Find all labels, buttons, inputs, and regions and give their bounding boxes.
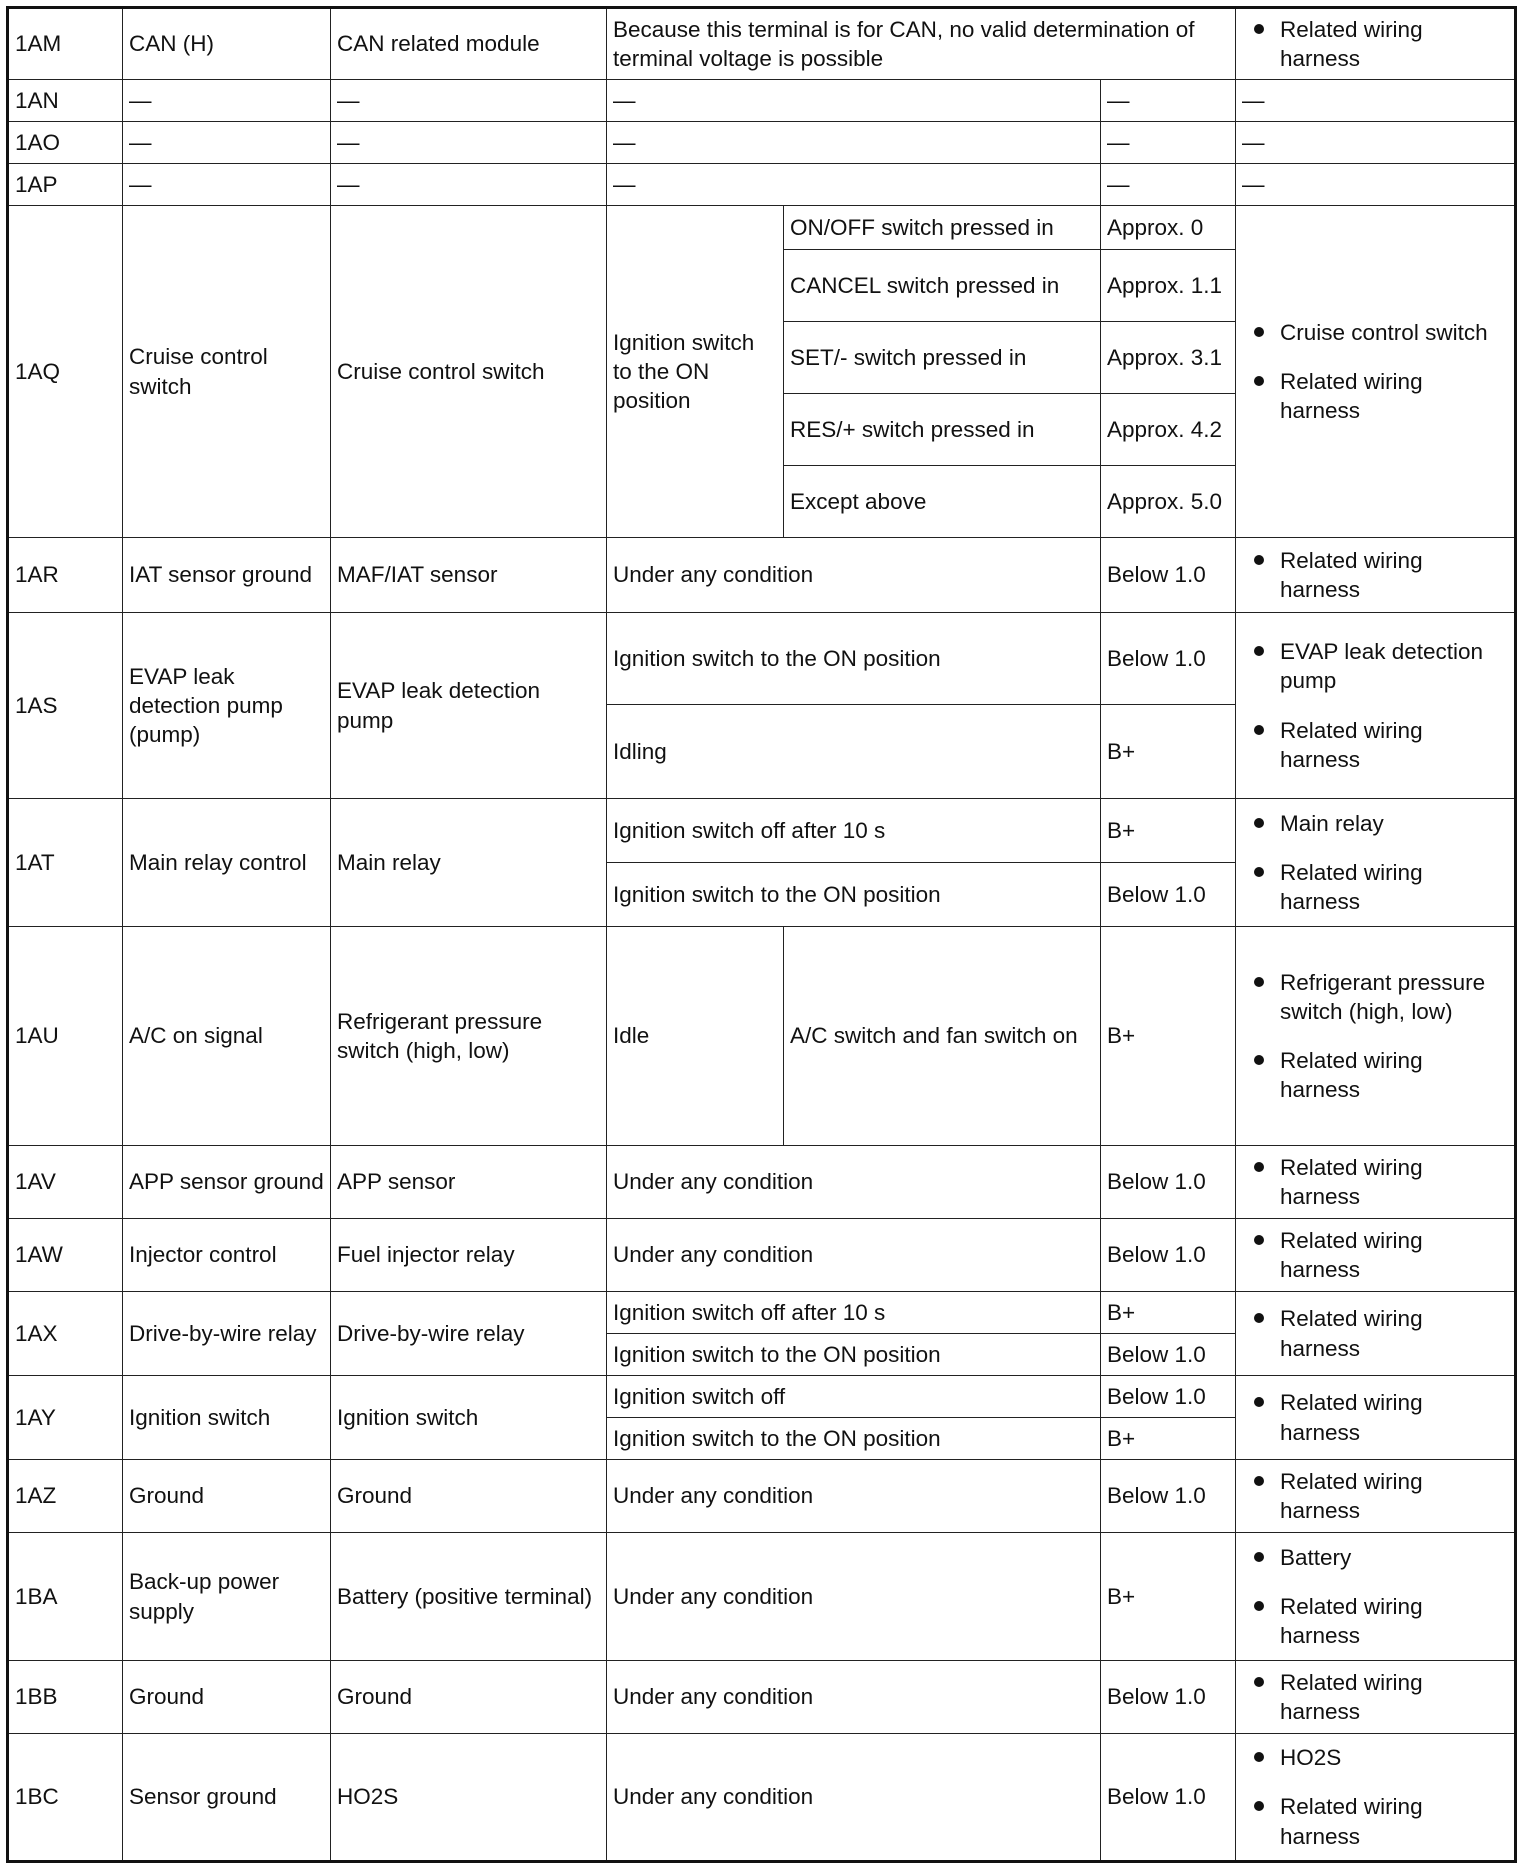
inspection-cell: — [1236,122,1516,164]
voltage-cell: Approx. 0 [1101,206,1236,250]
inspection-item: Related wiring harness [1242,1467,1508,1526]
terminal-cell: 1BC [8,1734,123,1862]
subcondition-cell: RES/+ switch pressed in [784,394,1101,466]
condition-cell: Ignition switch off after 10 s [607,799,1101,863]
connected-cell: Refrigerant pressure switch (high, low) [331,927,607,1146]
terminal-cell: 1AR [8,538,123,613]
table-row [8,164,1516,206]
inspection-item: Related wiring harness [1242,1792,1508,1851]
terminal-cell: 1AW [8,1219,123,1292]
voltage-cell: Below 1.0 [1101,1661,1236,1734]
inspection-item: Related wiring harness [1242,546,1508,605]
inspection-cell [1236,1376,1516,1460]
connected-cell: Drive-by-wire relay [331,1292,607,1376]
condition-cell: Ignition switch to the ON position [607,1418,1101,1460]
inspection-cell [1236,206,1516,538]
condition-cell: Under any condition [607,1734,1101,1862]
inspection-cell [1236,1292,1516,1376]
terminal-cell: 1AV [8,1146,123,1219]
voltage-cell: Below 1.0 [1101,1734,1236,1862]
voltage-cell: Approx. 3.1 [1101,322,1236,394]
voltage-cell: Below 1.0 [1101,863,1236,927]
inspection-item: Related wiring harness [1242,1592,1508,1651]
signal-cell: — [123,122,331,164]
inspection-item: Related wiring harness [1242,858,1508,917]
condition-cell: Idle [607,927,784,1146]
connected-cell: Ground [331,1460,607,1533]
table-row [8,1734,1516,1862]
condition-cell: Under any condition [607,1146,1101,1219]
condition-cell: — [607,164,1101,206]
voltage-cell: — [1101,122,1236,164]
subcondition-cell: SET/- switch pressed in [784,322,1101,394]
inspection-cell [1236,613,1516,799]
voltage-cell: Below 1.0 [1101,538,1236,613]
inspection-cell [1236,538,1516,613]
terminal-cell: 1AO [8,122,123,164]
subcondition-cell: A/C switch and fan switch on [784,927,1101,1146]
voltage-cell: Below 1.0 [1101,1219,1236,1292]
inspection-cell [1236,1734,1516,1862]
voltage-cell: Below 1.0 [1101,1460,1236,1533]
condition-cell: Under any condition [607,538,1101,613]
inspection-cell [1236,1460,1516,1533]
signal-cell: Ground [123,1661,331,1734]
inspection-cell [1236,8,1516,80]
voltage-cell: B+ [1101,1418,1236,1460]
table-row [8,613,1516,705]
condition-cell: Idling [607,705,1101,799]
terminal-cell: 1BB [8,1661,123,1734]
inspection-cell [1236,799,1516,927]
connected-cell: APP sensor [331,1146,607,1219]
connected-cell: Battery (positive terminal) [331,1533,607,1661]
inspection-item: Battery [1242,1543,1508,1572]
inspection-item: Related wiring harness [1242,716,1508,775]
signal-cell: Ground [123,1460,331,1533]
terminal-cell: 1BA [8,1533,123,1661]
inspection-item: Cruise control switch [1242,318,1508,347]
signal-cell: Back-up power supply [123,1533,331,1661]
condition-cell: Ignition switch to the ON position [607,206,784,538]
terminal-cell: 1AQ [8,206,123,538]
condition-cell: — [607,122,1101,164]
signal-cell: Injector control [123,1219,331,1292]
signal-cell: IAT sensor ground [123,538,331,613]
inspection-item: Related wiring harness [1242,1304,1508,1363]
table-row [8,1661,1516,1734]
table-row [8,799,1516,863]
connected-cell: Main relay [331,799,607,927]
signal-cell: Cruise control switch [123,206,331,538]
condition-cell: Ignition switch to the ON position [607,863,1101,927]
signal-cell: APP sensor ground [123,1146,331,1219]
subcondition-cell: Except above [784,466,1101,538]
inspection-cell [1236,1219,1516,1292]
condition-cell: Ignition switch to the ON position [607,1334,1101,1376]
inspection-item: Related wiring harness [1242,367,1508,426]
condition-cell: Under any condition [607,1219,1101,1292]
signal-cell: A/C on signal [123,927,331,1146]
terminal-cell: 1AP [8,164,123,206]
connected-cell: Ignition switch [331,1376,607,1460]
inspection-cell [1236,1661,1516,1734]
signal-cell: Main relay control [123,799,331,927]
terminal-cell: 1AX [8,1292,123,1376]
condition-cell: Ignition switch to the ON position [607,613,1101,705]
inspection-item: HO2S [1242,1743,1508,1772]
table-row [8,927,1516,1146]
table-row [8,206,1516,250]
condition-cell: Under any condition [607,1533,1101,1661]
voltage-cell: Below 1.0 [1101,1146,1236,1219]
condition-cell: — [607,80,1101,122]
inspection-item: Main relay [1242,809,1508,838]
connected-cell: — [331,164,607,206]
inspection-cell: — [1236,80,1516,122]
table-row [8,1460,1516,1533]
connected-cell: — [331,80,607,122]
signal-cell: EVAP leak detection pump (pump) [123,613,331,799]
voltage-cell: — [1101,80,1236,122]
connected-cell: Ground [331,1661,607,1734]
table-row [8,8,1516,80]
condition-cell: Under any condition [607,1460,1101,1533]
voltage-cell: B+ [1101,799,1236,863]
voltage-cell: Below 1.0 [1101,1376,1236,1418]
condition-cell: Under any condition [607,1661,1101,1734]
subcondition-cell: ON/OFF switch pressed in [784,206,1101,250]
inspection-item: Refrigerant pressure switch (high, low) [1242,968,1508,1027]
terminal-cell: 1AM [8,8,123,80]
voltage-cell: B+ [1101,927,1236,1146]
connected-cell: — [331,122,607,164]
terminal-cell: 1AS [8,613,123,799]
connected-cell: EVAP leak detection pump [331,613,607,799]
terminal-cell: 1AT [8,799,123,927]
signal-cell: Drive-by-wire relay [123,1292,331,1376]
signal-cell: CAN (H) [123,8,331,80]
signal-cell: — [123,80,331,122]
voltage-cell: B+ [1101,1292,1236,1334]
connected-cell: MAF/IAT sensor [331,538,607,613]
table-row [8,80,1516,122]
signal-cell: — [123,164,331,206]
connected-cell: HO2S [331,1734,607,1862]
terminal-cell: 1AY [8,1376,123,1460]
signal-cell: Ignition switch [123,1376,331,1460]
inspection-item: Related wiring harness [1242,1388,1508,1447]
voltage-cell: — [1101,164,1236,206]
voltage-cell: Approx. 1.1 [1101,250,1236,322]
condition-cell: Ignition switch off after 10 s [607,1292,1101,1334]
inspection-item: Related wiring harness [1242,1226,1508,1285]
table-row [8,122,1516,164]
voltage-cell: Approx. 4.2 [1101,394,1236,466]
inspection-item: Related wiring harness [1242,1668,1508,1727]
condition-cell: Because this terminal is for CAN, no valid determination of terminal voltage is possible [607,8,1236,80]
inspection-item: Related wiring harness [1242,15,1508,74]
terminal-cell: 1AZ [8,1460,123,1533]
table-row [8,1376,1516,1418]
inspection-cell [1236,1146,1516,1219]
inspection-item: Related wiring harness [1242,1153,1508,1212]
table-row [8,1219,1516,1292]
subcondition-cell: CANCEL switch pressed in [784,250,1101,322]
table-row [8,1533,1516,1661]
connected-cell: CAN related module [331,8,607,80]
inspection-cell: — [1236,164,1516,206]
inspection-item: EVAP leak detection pump [1242,637,1508,696]
table-row [8,1146,1516,1219]
voltage-cell: Below 1.0 [1101,613,1236,705]
voltage-cell: B+ [1101,1533,1236,1661]
terminal-voltage-table [6,6,1517,1863]
table-row [8,538,1516,613]
voltage-cell: Below 1.0 [1101,1334,1236,1376]
inspection-cell [1236,1533,1516,1661]
voltage-cell: Approx. 5.0 [1101,466,1236,538]
terminal-cell: 1AU [8,927,123,1146]
connected-cell: Fuel injector relay [331,1219,607,1292]
condition-cell: Ignition switch off [607,1376,1101,1418]
connected-cell: Cruise control switch [331,206,607,538]
signal-cell: Sensor ground [123,1734,331,1862]
inspection-cell [1236,927,1516,1146]
terminal-cell: 1AN [8,80,123,122]
voltage-cell: B+ [1101,705,1236,799]
inspection-item: Related wiring harness [1242,1046,1508,1105]
table-row [8,1292,1516,1334]
